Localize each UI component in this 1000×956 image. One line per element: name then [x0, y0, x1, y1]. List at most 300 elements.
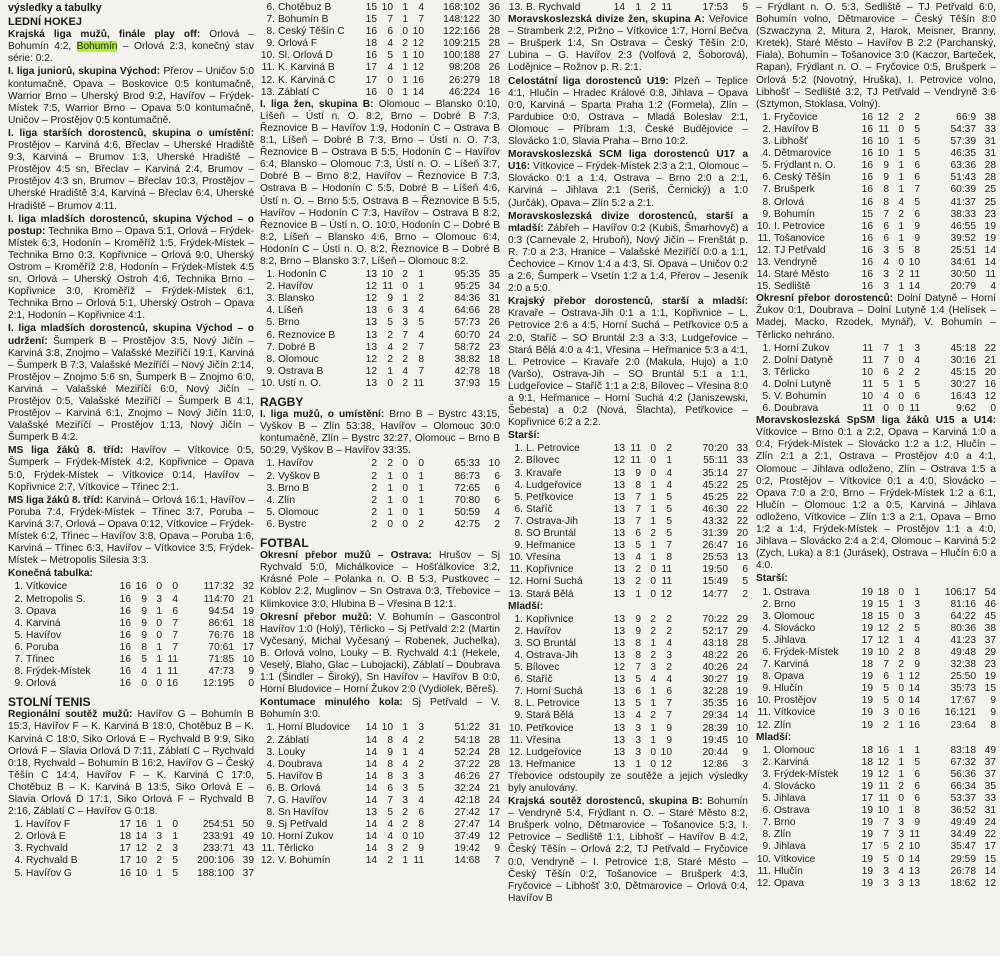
played-cell: 16 [861, 256, 873, 268]
losses-cell: 1 [418, 281, 424, 293]
wins-cell: 6 [883, 232, 889, 244]
draws-cell: 0 [650, 564, 656, 576]
score-cell: 34:61 [950, 256, 976, 268]
wins-cell: 3 [883, 865, 889, 877]
table-row [260, 735, 500, 747]
competition-title: Regionální soutěž mužů: [8, 709, 133, 721]
team-cell: Havířov G [26, 867, 72, 879]
draws-cell: 3 [402, 317, 408, 329]
competition-title: Kontumace minulého kola: [260, 697, 403, 709]
points-cell: 33 [736, 455, 748, 467]
team-cell: Horní Suchá [526, 686, 583, 698]
score-cell: 254:51 [202, 819, 234, 831]
points-cell: 38 [984, 111, 996, 123]
wins-cell: 0 [387, 518, 393, 530]
results-text: Karviná – Orlová 16:1, Havířov – Poruba 7:4, Frýdek-Místek – Třinec 3:7, Poruba – Karviná 3:7, Orlová – Opava 0:12, Vítkovice – Frýdek-Místek 6:2, Třinec – Havířov 3:8, Opava – Poruba 1:6, Karviná – Třinec 6:3, Havířov – Vítkovice 3:5, Frýdek-Místek – Metropolis Silesia 3:3. [8, 494, 254, 567]
draws-cell: 2 [898, 111, 904, 123]
draws-cell: 0 [402, 494, 408, 506]
table-row [508, 662, 748, 674]
team-cell: Vendryně [774, 256, 818, 268]
losses-cell: 5 [914, 136, 920, 148]
table-row [508, 443, 748, 455]
points-cell: 39 [242, 855, 254, 867]
draws-cell: 0 [402, 470, 408, 482]
team-cell: Ostrava B [278, 365, 324, 377]
losses-cell: 4 [418, 305, 424, 317]
score-cell: 109:215 [443, 38, 480, 50]
losses-cell: 1 [666, 455, 672, 467]
played-cell: 13 [613, 649, 625, 661]
played-cell: 19 [861, 877, 873, 889]
team-cell: Ostrava-Jih [526, 649, 579, 661]
score-cell: 66:9 [956, 111, 976, 123]
results-text: Prostějov – Karviná 4:6, Břeclav – Uherské Hradiště 9:3, Karviná – Brumov 1:3, Uherské Hradiště – Prostějov 4:5 sn, Břeclav – Karviná 2:4, Brumov – Prostějov 4:3 sn, Brumov – Břeclav 10:3, Prostějov – Uherské Hradiště 3:4, Karviná – Břeclav 6:4, Uherské Hradiště – Brumov 4:11. [8, 140, 254, 212]
rank-cell: 9. [514, 540, 523, 552]
team-cell: Vítkovice [26, 581, 68, 593]
table-row [260, 507, 500, 519]
losses-cell: 4 [666, 674, 672, 686]
losses-cell: 9 [666, 722, 672, 734]
played-cell: 11 [862, 354, 873, 366]
rank-cell: 1. [514, 613, 523, 625]
rank-cell: 6. [266, 329, 275, 341]
rank-cell: 9. [514, 710, 523, 722]
wins-cell: 9 [883, 160, 889, 172]
rank-cell: 1. [514, 443, 523, 455]
team-cell: Rychvald B [26, 855, 78, 867]
draws-cell: 2 [402, 377, 408, 389]
losses-cell: 2 [666, 625, 672, 637]
losses-cell: 11 [167, 666, 178, 678]
points-cell: 37 [984, 756, 996, 768]
points-cell: 38 [984, 622, 996, 634]
wins-cell: 10 [877, 148, 889, 160]
rank-cell: 7. [266, 341, 275, 353]
rank-cell: 1. [762, 111, 771, 123]
played-cell: 18 [861, 744, 873, 756]
points-cell: 2 [494, 518, 500, 530]
losses-cell: 1 [418, 494, 424, 506]
losses-cell: 9 [666, 734, 672, 746]
rank-cell: 10. [756, 695, 771, 707]
played-cell: 19 [861, 805, 873, 817]
team-cell: Doubrava [278, 758, 323, 770]
score-cell: 25:53 [702, 552, 728, 564]
competition-title: Krajská soutěž dorostenců, skupina B: [508, 796, 703, 808]
losses-cell: 4 [418, 329, 424, 341]
table-row [260, 75, 500, 87]
rank-cell: 9. [266, 819, 275, 831]
table-row [756, 817, 996, 829]
standings-table [260, 269, 500, 390]
points-cell: 31 [984, 805, 996, 817]
played-cell: 16 [861, 123, 873, 135]
rank-cell: 11. [261, 62, 275, 74]
points-cell: 6 [494, 482, 500, 494]
losses-cell: 6 [914, 781, 920, 792]
table-row [508, 626, 748, 638]
wins-cell: 1 [387, 506, 393, 518]
rank-cell: 5. [762, 793, 771, 805]
team-cell: Doubrava [774, 403, 819, 415]
draws-cell: 1 [898, 378, 904, 390]
score-cell: 35:47 [950, 841, 976, 853]
played-cell: 19 [861, 671, 873, 683]
table-row [756, 769, 996, 781]
points-cell: 25 [984, 196, 996, 208]
losses-cell: 11 [661, 2, 672, 13]
losses-cell: 5 [914, 622, 920, 634]
losses-cell: 10 [660, 746, 672, 758]
team-cell: Ostrava [774, 805, 810, 817]
score-cell: 56:36 [950, 768, 976, 780]
rank-cell: 13. [508, 588, 523, 600]
table-row [756, 878, 996, 890]
team-cell: Orlová E [26, 831, 66, 843]
losses-cell: 14 [908, 281, 920, 293]
draws-cell: 1 [650, 503, 656, 515]
score-cell: 19:45 [702, 734, 728, 746]
team-cell: Vřesina [526, 552, 561, 564]
team-cell: Libhošť [774, 136, 808, 148]
table-row [508, 650, 748, 662]
points-cell: 3 [742, 758, 748, 770]
wins-cell: 7 [635, 491, 641, 503]
rank-cell: 14. [756, 269, 771, 281]
points-cell: 36 [488, 2, 500, 13]
table-row [508, 674, 748, 686]
score-cell: 52:24 [454, 746, 480, 758]
played-cell: 15 [365, 2, 377, 13]
team-cell: Poruba [26, 641, 59, 653]
results-paragraph [8, 495, 254, 568]
table-row [260, 495, 500, 507]
team-cell: B. Rychvald [526, 2, 581, 13]
losses-cell: 5 [666, 528, 672, 540]
team-cell: Fryčovice [774, 111, 818, 123]
rank-cell: 12. [756, 244, 771, 256]
team-cell: Frýdek-Místek [774, 646, 839, 658]
sport-heading: FOTBAL [260, 536, 309, 551]
team-cell: Horní Žukov [774, 342, 830, 354]
rank-cell: 4. [514, 649, 523, 661]
points-cell: 21 [488, 782, 500, 794]
draws-cell: 1 [156, 666, 162, 678]
losses-cell: 2 [666, 443, 672, 455]
team-cell: Prostějov [774, 695, 817, 707]
draws-cell: 0 [402, 518, 408, 530]
score-cell: 25:50 [950, 671, 976, 683]
losses-cell: 4 [172, 593, 178, 605]
played-cell: 16 [119, 641, 131, 653]
score-cell: 30:27 [702, 674, 728, 686]
played-cell: 12 [365, 293, 377, 305]
points-cell: 18 [488, 353, 500, 365]
team-cell: Líšeň [278, 305, 303, 317]
score-cell: 50:59 [454, 506, 480, 518]
rank-cell: 9. [762, 208, 771, 220]
points-cell: 49 [242, 831, 254, 843]
score-cell: 65:33 [454, 458, 480, 470]
wins-cell: 8 [387, 734, 393, 746]
table-row [260, 483, 500, 495]
losses-cell: 1 [914, 586, 920, 598]
losses-cell: 4 [914, 634, 920, 646]
competition-title: I. liga starších dorostenců, skupina o umístění: [8, 127, 254, 139]
wins-cell: 3 [883, 877, 889, 889]
draws-cell: 4 [402, 734, 408, 746]
wins-cell: 6 [883, 220, 889, 232]
played-cell: 16 [861, 111, 873, 123]
rank-cell: 2. [762, 123, 771, 135]
results-paragraph [756, 415, 996, 572]
wins-cell: 7 [883, 817, 889, 829]
rank-cell: 4. [266, 305, 275, 317]
points-cell: 15 [984, 853, 996, 865]
results-paragraph [8, 128, 254, 213]
team-cell: Dobré B [278, 341, 316, 353]
table-row [260, 759, 500, 771]
score-cell: 38:33 [950, 208, 976, 220]
rank-cell: 5. [514, 662, 523, 674]
table-row [756, 233, 996, 245]
played-cell: 13 [613, 746, 625, 758]
column-1 [8, 2, 254, 880]
losses-cell: 1 [418, 506, 424, 518]
score-cell: 94:54 [208, 605, 234, 617]
rank-cell: 11. [757, 232, 771, 244]
rank-cell: 5. [266, 506, 275, 518]
wins-cell: 2 [387, 353, 393, 365]
draws-cell: 2 [898, 841, 904, 853]
draws-cell: 0 [402, 281, 408, 293]
team-cell: Bílovec [526, 455, 560, 467]
standings-table [508, 614, 748, 771]
losses-cell: 11 [661, 576, 672, 588]
draws-cell: 1 [898, 598, 904, 610]
draws-cell: 1 [650, 515, 656, 527]
team-cell: Blansko [278, 293, 315, 305]
rank-cell: 8. [266, 353, 275, 365]
played-cell: 13 [365, 377, 377, 389]
team-cell: Stará Bělá [526, 710, 574, 722]
team-cell: Olomouc [278, 506, 319, 518]
rank-cell: 10. [508, 722, 523, 734]
wins-cell: 0 [141, 678, 147, 690]
draws-cell: 1 [156, 641, 162, 653]
losses-cell: 6 [172, 605, 178, 617]
team-cell: Český Těšín C [278, 26, 345, 38]
losses-cell: 8 [914, 244, 920, 256]
losses-cell: 1 [172, 831, 178, 843]
table-row [8, 855, 254, 867]
draws-cell: 7 [402, 329, 408, 341]
points-cell: 17 [488, 807, 500, 819]
team-cell: Sl. Orlová D [278, 50, 333, 62]
points-cell: 28 [488, 746, 500, 758]
team-cell: Petřkovice [526, 722, 574, 734]
score-cell: 106:17 [944, 586, 976, 598]
results-paragraph [756, 2, 996, 111]
losses-cell: 5 [914, 196, 920, 208]
team-cell: Havířov F [26, 819, 71, 831]
points-cell: 9 [990, 695, 996, 707]
rank-cell: 5. [14, 629, 23, 641]
competition-title: I. liga mladších dorostenců, skupina Východ – o postup: [8, 213, 254, 237]
wins-cell: 8 [141, 641, 147, 653]
losses-cell: 13 [908, 877, 920, 889]
points-cell: 0 [990, 403, 996, 415]
sport-heading: STOLNÍ TENIS [8, 695, 91, 710]
table-row [756, 124, 996, 136]
points-cell: 29 [984, 646, 996, 658]
wins-cell: 6 [387, 26, 393, 38]
points-cell: 23 [488, 341, 500, 353]
draws-cell: 3 [898, 829, 904, 841]
wins-cell: 12 [877, 768, 889, 780]
points-cell: 18 [488, 74, 500, 86]
score-cell: 52:17 [702, 625, 728, 637]
draws-cell: 1 [898, 805, 904, 817]
table-row [756, 695, 996, 707]
played-cell: 2 [371, 494, 377, 506]
standings-table [508, 2, 748, 14]
points-cell: 14 [736, 710, 748, 722]
points-cell: 4 [494, 506, 500, 518]
losses-cell: 11 [413, 855, 424, 867]
wins-cell: 5 [387, 807, 393, 819]
team-cell: Záblatí C [278, 86, 320, 98]
played-cell: 16 [861, 136, 873, 148]
points-cell: 16 [984, 378, 996, 390]
wins-cell: 1 [387, 482, 393, 494]
played-cell: 17 [861, 793, 873, 805]
points-cell: 49 [984, 744, 996, 756]
standings-table [756, 112, 996, 293]
wins-cell: 2 [883, 719, 889, 731]
team-cell: Jihlava [774, 634, 806, 646]
results-text: Kravaře – Ostrava-Jih 0:1 a 1:1, Kopřivnice – L. Petrovice 2:6 a 4:5, Horní Suchá – Petřkovice 0:5 a 2:0, Staříč – SO Bruntál 2:3 a 3:3, Ludgeřovice – Stará Bělá 4:0 a 4:1, Vřesina – Heřmanice 5:3 a 4:1, L. Petrovice – Kravaře 2:0 (Makula, Hujo) a 1:0 (Varšo), Ostrava-Jih – SO Bruntál 5:1 a 1:1, Ludgeřovice – Staříč 1:1 a 2:8, Bílovec – Vřesina 8:0 a 9:1, Heřmanice – Horní Suchá 4:2 (Janiszewski, Šebesta) a 0:2 (Nová, Šlachta), Petřkovice – Kopřivnice 6:2 a 2:2. [508, 308, 748, 429]
played-cell: 19 [861, 695, 873, 707]
results-text: Orlová – Bohumín 4:2, [8, 29, 254, 53]
rank-cell: 10. [260, 831, 275, 843]
wins-cell: 2 [635, 576, 641, 588]
team-cell: Petřkovice [526, 491, 574, 503]
draws-cell: 1 [898, 220, 904, 232]
points-cell: 9 [248, 666, 254, 678]
wins-cell: 12 [877, 622, 889, 634]
played-cell: 13 [613, 686, 625, 698]
results-paragraph [260, 697, 500, 721]
draws-cell: 0 [402, 458, 408, 470]
points-cell: 6 [742, 564, 748, 576]
losses-cell: 4 [666, 479, 672, 491]
team-cell: Ostrava-Jih [526, 515, 579, 527]
table-row [260, 843, 500, 855]
table-row [8, 581, 254, 593]
team-cell: Brušperk [774, 184, 815, 196]
draws-cell: 1 [650, 479, 656, 491]
score-cell: 53:37 [950, 793, 976, 805]
table-row [260, 354, 500, 366]
rank-cell: 10. [756, 220, 771, 232]
table-row [260, 38, 500, 50]
wins-cell: 8 [635, 637, 641, 649]
rank-cell: 6. [266, 2, 275, 13]
points-cell: 12 [984, 877, 996, 889]
draws-cell: 3 [650, 662, 656, 674]
wins-cell: 2 [635, 564, 641, 576]
team-cell: Havířov [278, 458, 314, 470]
score-cell: 46:26 [454, 770, 480, 782]
score-cell: 45:22 [702, 479, 728, 491]
table-row [756, 379, 996, 391]
team-cell: Vřesina [526, 734, 561, 746]
played-cell: 14 [365, 831, 377, 843]
sport-heading: LEDNÍ HOKEJ [8, 16, 82, 29]
score-cell: 40:26 [702, 662, 728, 674]
table-row [8, 868, 254, 880]
team-cell: Olomouc [774, 610, 815, 622]
played-cell: 16 [861, 148, 873, 160]
played-cell: 16 [119, 617, 131, 629]
played-cell: 13 [613, 564, 625, 576]
team-cell: Těrlicko [278, 843, 314, 855]
rank-cell: 2. [266, 470, 275, 482]
team-cell: Karviná [26, 617, 61, 629]
table-row [756, 209, 996, 221]
score-cell: 36:52 [950, 805, 976, 817]
team-cell: Jihlava [774, 793, 806, 805]
table-row [508, 614, 748, 626]
table-row [8, 678, 254, 690]
losses-cell: 10 [908, 256, 920, 268]
table-row [756, 707, 996, 719]
draws-cell: 2 [650, 528, 656, 540]
losses-cell: 4 [418, 2, 424, 13]
draws-cell: 2 [650, 2, 656, 13]
points-cell: 50 [242, 819, 254, 831]
rank-cell: 2. [266, 281, 275, 293]
table-row [508, 468, 748, 480]
table-row [260, 819, 500, 831]
table-row [508, 686, 748, 698]
table-row [8, 666, 254, 678]
score-cell: 46:224 [448, 86, 480, 98]
rank-cell: 9. [266, 38, 275, 50]
points-cell: 28 [488, 38, 500, 50]
draws-cell: 0 [650, 576, 656, 588]
losses-cell: 6 [666, 686, 672, 698]
draws-cell: 0 [898, 793, 904, 805]
score-cell: 233:71 [202, 843, 234, 855]
played-cell: 19 [861, 719, 873, 731]
points-cell: 19 [242, 605, 254, 617]
losses-cell: 7 [172, 629, 178, 641]
score-cell: 46:30 [702, 503, 728, 515]
losses-cell: 3 [914, 610, 920, 622]
rank-cell: 4. [762, 148, 771, 160]
losses-cell: 10 [412, 831, 424, 843]
played-cell: 13 [613, 588, 625, 600]
table-row [756, 587, 996, 599]
score-cell: 42:75 [454, 518, 480, 530]
wins-cell: 10 [877, 805, 889, 817]
sport-heading: RAGBY [260, 395, 304, 409]
results-text: Bohumín – Vendryně 5:4, Frýdlant n. O. – Staré Město 8:2, Brušperk volno, Dětmarovice – Tošanovice 5:3, I. Petrovice – Sedliště 1:1, Libhošť – Havířov B 4:2, Český Těšín – Orlová 2:2, TJ Petřvald – Fryčovice 0:0, Vendryně – I. Petrovice 1:8, Staré Město – Český Těšín 0:2, Tošanovice – Brušperk 4:3, Fryčovice – Libhošť 3:0, Dětmarovice – Orlová 0:4, Havířov B [508, 796, 748, 904]
team-cell: Orlová F [278, 38, 318, 50]
losses-cell: 10 [412, 50, 424, 62]
